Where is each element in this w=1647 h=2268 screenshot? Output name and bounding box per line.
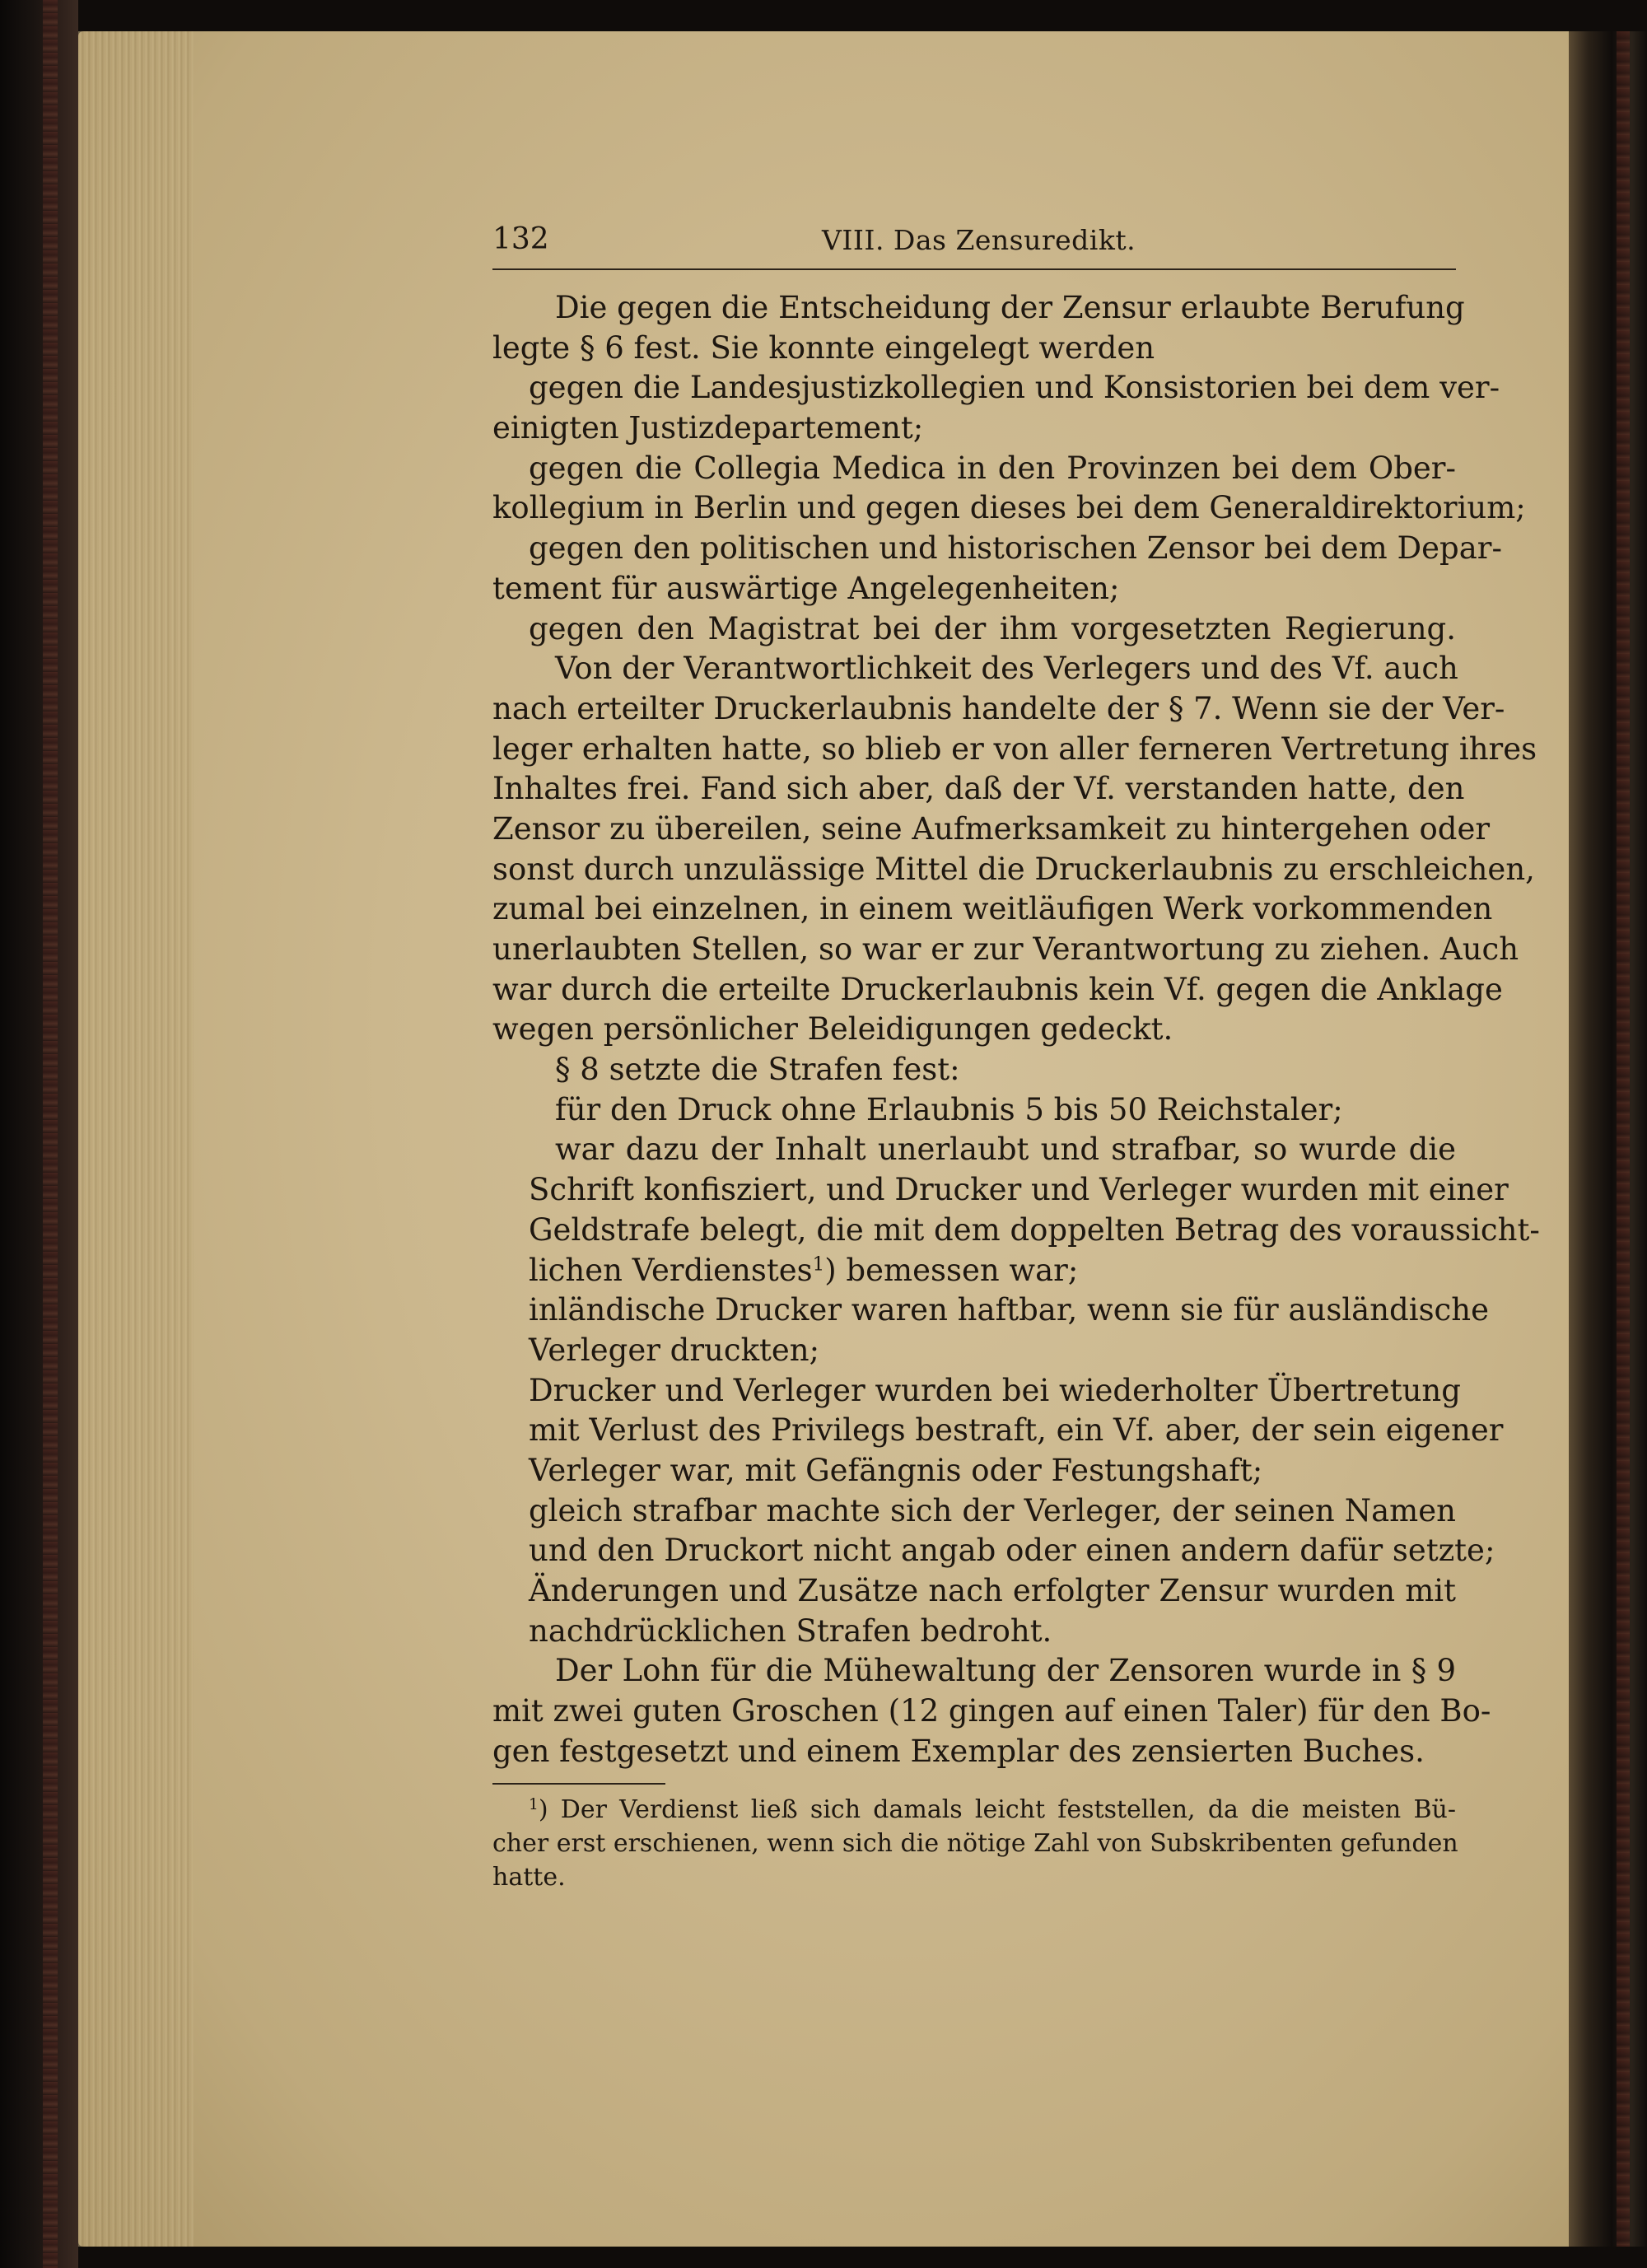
text-line: einigten Justizdepartement; xyxy=(492,410,924,446)
text-line: zumal bei einzelnen, in einem weitläufigen Werk vorkommenden xyxy=(492,891,1493,927)
text-line: gen festgesetzt und einem Exemplar des zensierten Buches. xyxy=(492,1733,1425,1769)
footnote-line xyxy=(492,1793,1456,1827)
text-line-part: lichen Verdienstes xyxy=(529,1252,813,1288)
text-line: unerlaubten Stellen, so war er zur Verantwortung zu ziehen. Auch xyxy=(492,931,1519,967)
footnote-text: ) Der Verdienst ließ sich damals leicht feststellen, da die meisten Bü- xyxy=(538,1795,1456,1825)
running-head xyxy=(492,216,1456,264)
book-gutter xyxy=(1569,31,1647,2247)
page-edges xyxy=(78,31,194,2247)
footnote-rule xyxy=(492,1783,665,1785)
text-line: mit zwei guten Groschen (12 gingen auf einen Taler) für den Bo- xyxy=(492,1693,1491,1729)
text-line: Geldstrafe belegt, die mit dem doppelten Betrag des voraussicht- xyxy=(529,1211,1540,1248)
text-line: Von der Verantwortlichkeit des Verlegers und des Vf. auch xyxy=(555,651,1458,687)
book-cover-left xyxy=(0,0,78,2268)
text-line: gegen den Magistrat bei der ihm vorgesetzten Regierung. xyxy=(529,610,1456,646)
text-line: Inhaltes frei. Fand sich aber, daß der Vf. verstanden hatte, den xyxy=(492,771,1465,807)
text-line: gleich strafbar machte sich der Verleger, der seinen Namen xyxy=(529,1492,1456,1528)
text-line: legte § 6 fest. Sie konnte eingelegt werden xyxy=(492,329,1155,366)
text-line: kollegium in Berlin und gegen dieses bei dem Generaldirektorium; xyxy=(492,490,1526,526)
text-line: Die gegen die Entscheidung der Zensur erlaubte Berufung xyxy=(555,290,1465,325)
text-line: sonst durch unzulässige Mittel die Druckerlaubnis zu erschleichen, xyxy=(492,851,1535,887)
text-line: Verleger war, mit Gefängnis oder Festungshaft; xyxy=(529,1452,1263,1488)
text-line: inländische Drucker waren haftbar, wenn sie für ausländische xyxy=(529,1292,1490,1328)
page-content xyxy=(492,216,1540,1894)
text-line: Änderungen und Zusätze nach erfolgter Zensur wurden mit xyxy=(529,1573,1456,1608)
text-line: Schrift konfisziert, und Drucker und Verleger wurden mit einer xyxy=(529,1172,1509,1208)
body-text xyxy=(492,288,1540,1771)
footnote-ref: 1 xyxy=(812,1253,825,1275)
text-line: Drucker und Verleger wurden bei wiederholter Übertretung xyxy=(529,1372,1461,1408)
text-line: mit Verlust des Privilegs bestraft, ein Vf. aber, der sein eigener xyxy=(529,1412,1504,1449)
text-line: für den Druck ohne Erlaubnis 5 bis 50 Reichstaler; xyxy=(555,1091,1343,1127)
text-line-part: ) bemessen war; xyxy=(824,1252,1079,1288)
footnote-line: hatte. xyxy=(492,1863,566,1892)
text-line: Zensor zu übereilen, seine Aufmerksamkeit zu hintergehen oder xyxy=(492,810,1491,847)
text-line: leger erhalten hatte, so blieb er von aller ferneren Vertretung ihres xyxy=(492,730,1537,767)
chapter-title: VIII. Das Zensuredikt. xyxy=(822,224,1136,256)
text-line: und den Druckort nicht angab oder einen andern dafür setzte; xyxy=(529,1533,1495,1569)
text-line: gegen den politischen und historischen Zensor bei dem Depar- xyxy=(529,530,1502,567)
text-line: war durch die erteilte Druckerlaubnis kein Vf. gegen die Anklage xyxy=(492,971,1503,1007)
page-number: 132 xyxy=(492,222,549,256)
text-line: tement für auswärtige Angelegenheiten; xyxy=(492,570,1120,606)
footnote-line: cher erst erschienen, wenn sich die nötige Zahl von Subskribenten gefunden xyxy=(492,1829,1458,1859)
text-line: gegen die Collegia Medica in den Provinzen bei dem Ober- xyxy=(529,450,1456,486)
text-line: § 8 setzte die Strafen fest: xyxy=(555,1052,960,1088)
gutter-strip xyxy=(1617,31,1630,2247)
text-line: Verleger druckten; xyxy=(529,1332,820,1368)
binding-band xyxy=(43,0,58,2268)
footnote-marker: 1 xyxy=(529,1796,539,1814)
text-line: Der Lohn für die Mühewaltung der Zensoren wurde in § 9 xyxy=(555,1653,1456,1689)
footnote xyxy=(492,1793,1456,1894)
text-line: nach erteilter Druckerlaubnis handelte der § 7. Wenn sie der Ver- xyxy=(492,690,1505,726)
text-line: nachdrücklichen Strafen bedroht. xyxy=(529,1612,1052,1649)
text-line: gegen die Landesjustizkollegien und Konsistorien bei dem ver- xyxy=(529,370,1500,406)
text-line xyxy=(492,1251,1456,1291)
text-line: war dazu der Inhalt unerlaubt und strafbar, so wurde die xyxy=(555,1132,1456,1168)
text-line: wegen persönlicher Beleidigungen gedeckt. xyxy=(492,1011,1173,1048)
header-rule xyxy=(492,268,1456,270)
